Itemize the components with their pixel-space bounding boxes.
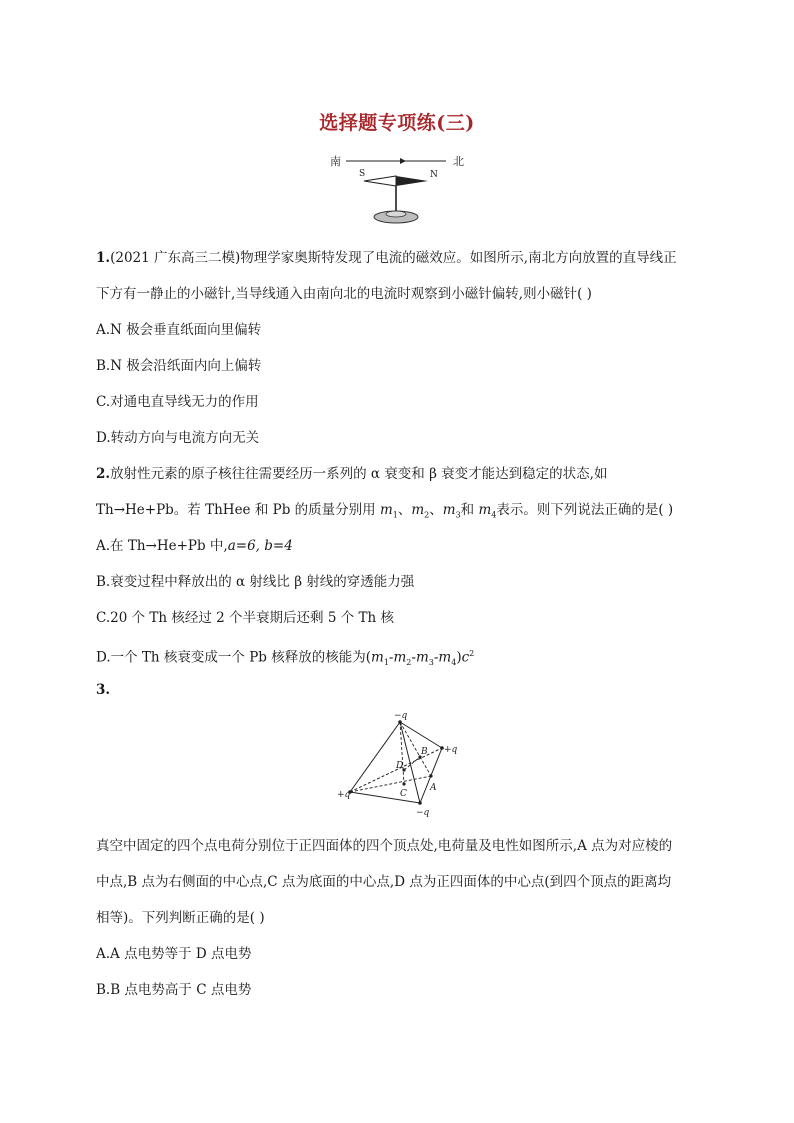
q2-stem-line2: Th→He+Pb。若 ThHee 和 Pb 的质量分别用 $m_1$、$m_2$、$m_3$和 $m_4$表示。则下列说法正确的是( ) <box>96 502 674 520</box>
tetrahedron-figure <box>336 710 466 830</box>
svg-text:+q: +q <box>444 745 458 755</box>
q1-stem-line2: 下方有一静止的小磁针,当导线通入由南向北的电流时观察到小磁针偏转,则小磁针( ) <box>96 286 592 302</box>
svg-text:+q: +q <box>337 790 351 800</box>
q1-number: 1. <box>96 250 111 266</box>
q3-stem-line1: 真空中固定的四个点电荷分别位于正四面体的四个顶点处,电荷量及电性如图所示,A 点为对应棱的 <box>96 838 673 854</box>
needle-south <box>364 176 396 186</box>
q2-option-b[interactable]: B.衰变过程中释放出的 α 射线比 β 射线的穿透能力强 <box>96 574 415 590</box>
compass-diagram <box>326 150 476 230</box>
point-a <box>429 774 432 777</box>
svg-text:−q: −q <box>394 711 408 721</box>
page-title: 选择题专项练(三) <box>319 112 475 134</box>
q3-stem-line2: 中点,B 点为右侧面的中心点,C 点为底面的中心点,D 点为正四面体的中心点(到四个顶点的距离均 <box>96 874 672 890</box>
svg-text:A: A <box>430 783 437 793</box>
q2-option-c[interactable]: C.20 个 Th 核经过 2 个半衰期后还剩 5 个 Th 核 <box>96 610 395 626</box>
compass-figure <box>326 150 476 230</box>
q2-option-a[interactable]: A.在 Th→He+Pb 中,a=6, b=4 <box>96 538 293 554</box>
q3-number: 3. <box>96 682 111 698</box>
north-label: 北 <box>453 155 464 168</box>
q1-option-a[interactable]: A.N 极会垂直纸面向里偏转 <box>96 322 262 338</box>
q2-stem-line1: 2.放射性元素的原子核往往需要经历一系列的 α 衰变和 β 衰变才能达到稳定的状态,如 <box>96 466 608 482</box>
q2-number: 2. <box>96 466 111 482</box>
q1-option-d[interactable]: D.转动方向与电流方向无关 <box>96 430 260 446</box>
svg-text:D: D <box>396 761 404 771</box>
n-label: N <box>430 170 438 180</box>
q3-stem-line3: 相等)。下列判断正确的是( ) <box>96 910 265 926</box>
point-c <box>402 782 405 785</box>
q1-option-c[interactable]: C.对通电直导线无力的作用 <box>96 394 259 410</box>
s-label: S <box>359 169 366 179</box>
q3-option-b[interactable]: B.B 点电势高于 C 点电势 <box>96 982 252 998</box>
q3-option-a[interactable]: A.A 点电势等于 D 点电势 <box>96 946 252 962</box>
q3-number-line <box>96 680 110 700</box>
needle-north <box>396 176 428 186</box>
svg-text:−q: −q <box>416 808 430 818</box>
q1-option-b[interactable]: B.N 极会沿纸面内向上偏转 <box>96 358 262 374</box>
current-arrow <box>400 158 406 164</box>
tetrahedron-diagram <box>336 710 466 830</box>
svg-text:C: C <box>400 789 407 799</box>
south-label: 南 <box>330 155 341 168</box>
q2-option-d[interactable]: D.一个 Th 核衰变成一个 Pb 核释放的核能为$(m_1-m_2-m_3-m_4)c^2$ <box>96 649 475 668</box>
q1-stem-line1: 1.(2021 广东高三二模)物理学家奥斯特发现了电流的磁效应。如图所示,南北方向放置的直导线正 <box>96 250 677 266</box>
svg-text:B: B <box>421 747 428 757</box>
